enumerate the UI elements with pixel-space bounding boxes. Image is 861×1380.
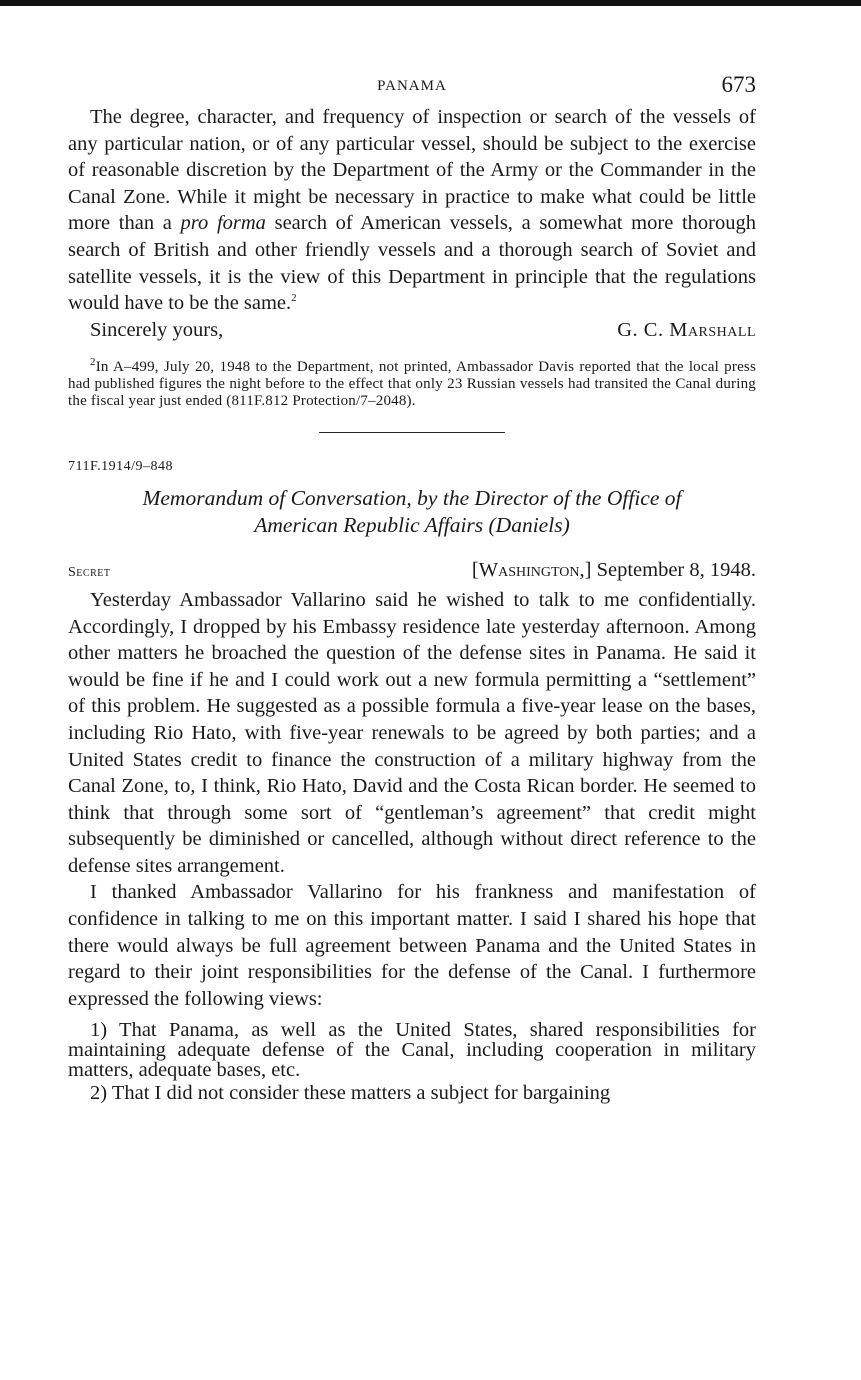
footnote-marker: 2 — [90, 356, 96, 369]
classification-label: Secret — [68, 565, 111, 581]
letter-closing-line — [68, 317, 756, 344]
page-number: 673 — [721, 72, 756, 97]
place-and-date — [472, 557, 756, 584]
running-header — [68, 70, 756, 104]
file-number: 711F.1914/9–848 — [68, 459, 174, 475]
list-item-2: 2) That I did not consider these matters a subject for bargaining — [90, 1082, 611, 1105]
place-bracket-open: [ — [471, 559, 479, 582]
document-title-line-2: American Republic Affairs (Daniels) — [254, 513, 570, 538]
running-title: PANAMA — [377, 78, 447, 94]
footnote — [68, 356, 756, 410]
signature: G. C. Marshall — [617, 318, 756, 341]
footnote-reference: 2 — [291, 292, 297, 305]
letter-paragraph-text-after: search of American vessels, a somewhat more thorough search of British and other friendly vessels and a thorough search of Soviet and satellite vessels, it is the view of this Department in principle that the regulations would have to be the same. — [68, 212, 756, 315]
letter-paragraph-text-before: The degree, character, and frequency of inspection or search of the vessels of any particular nation, or of any particular vessel, should be subject to the exercise of reasonable discretion by the Department of the Army or the Commander in the Canal Zone. While it might be necessary in practice to make what could be little more than a — [68, 106, 756, 235]
dateline — [68, 557, 756, 587]
list-item-1: 1) That Panama, as well as the United States, shared responsibilities for maintaining adequate defense of the Canal, including cooperation in military matters, adequate bases, etc. — [68, 1019, 756, 1082]
place-bracket-close: ,] — [579, 559, 592, 582]
letter-paragraph-italic: pro forma — [180, 212, 266, 235]
footnote-text: In A–499, July 20, 1948 to the Department, not printed, Ambassador Davis reported that the local press had published figures the night before to the effect that only 23 Russian vessels had transited the Canal during the fiscal year just ended (811F.812 Protection/7–2048). — [68, 359, 756, 410]
top-edge-rule — [0, 0, 861, 6]
document-title-line-1: Memorandum of Conversation, by the Director of the Office of — [142, 486, 682, 511]
document-page — [68, 70, 756, 1107]
memo-paragraph-1: Yesterday Ambassador Vallarino said he wished to talk to me confidentially. Accordingly, I dropped by his Embassy residence late yesterday afternoon. Among other matters he broached the question of the defense sites in Panama. He said it would be fine if he and I could work out a new formula permitting a “settlement” of this problem. He suggested as a possible formula a five-year lease on the bases, including Rio Hato, with five-year renewals to be agreed by both parties; and a United States credit to finance the construction of a military highway from the Canal Zone, to, I think, Rio Hato, David and the Costa Rican border. He seemed to think that through some sort of “gentleman’s agreement” that credit might subsequently be diminished or cancelled, although without direct reference to the defense sites arrangement. — [68, 588, 756, 877]
letter-paragraph — [68, 104, 756, 317]
place: Washington — [478, 559, 580, 582]
document-title — [68, 485, 756, 539]
section-separator — [319, 432, 505, 433]
memo-date: September 8, 1948. — [596, 559, 756, 582]
memo-paragraph-2: I thanked Ambassador Vallarino for his frankness and manifestation of confidence in talking to me on this important matter. I said I shared his hope that there would always be full agreement between Panama and the United States in regard to their joint responsibilities for the defense of the Canal. I furthermore expressed the following views: — [68, 881, 756, 1010]
complimentary-close: Sincerely yours, — [90, 318, 224, 341]
